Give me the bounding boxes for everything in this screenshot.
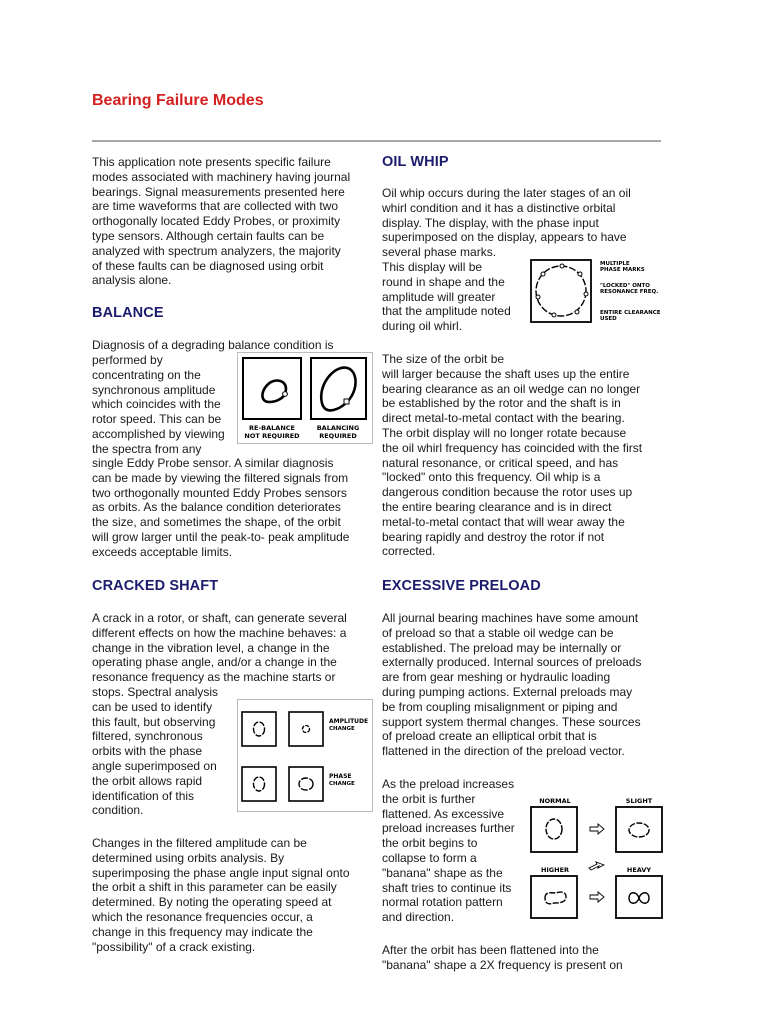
cracked-shaft-paragraph-wrap: stops. Spectral analysis can be used to identify this fault, but observing filtered, synchronous orbits with the phase angle superimposed on the orbit allows rapid identification of this condition. [92,685,219,818]
cracked-shaft-orbit-figure [237,699,373,812]
title-divider [92,140,661,142]
oil-whip-paragraph-wrap: This display will be round in shape and the amplitude will greater that the amplitude noted during oil whirl. [382,260,511,334]
svg-text:MULTIPLE: MULTIPLE [600,261,630,267]
excessive-preload-paragraph-1: All journal bearing machines have some amount of preload so that a stable oil wedge can be established. The preload may be internally or externally produced. Internal sources of preloads are from gear meshing or hydraulic loading during pumping actions. External preloads may be from coupling misalignment or piping and support system thermal changes. These sources of preload create an elliptical orbit that is flattened in the direction of the preload vector. [382,611,642,759]
cracked-shaft-paragraph-top: A crack in a rotor, or shaft, can generate several different effects on how the machine behaves: a change in the vibration level, a change in the operating phase angle, and/or a change in the resonance frequency as the machine starts or [92,611,347,685]
svg-text:NOT REQUIRED: NOT REQUIRED [244,432,300,440]
oil-whip-paragraph-2: The size of the orbit be will larger because the shaft uses up the entire bearing clearance as an oil wedge can no longer be established by the rotor and the shaft is in direct metal-to-metal contact with the bearing. The orbit display will no longer rotate because the oil whirl frequency has coincided with the first natural resonance, or critical speed, and has "locked" onto this frequency. Oil whip is a dangerous condition because the rotor uses up the entire bearing clearance and is in direct metal-to-metal contact that will wear away the bearing rapidly and destroy the rotor if not corrected. [382,352,643,559]
oil-whip-paragraph-top: Oil whip occurs during the later stages of an oil whirl condition and it has a distinctive orbital display. The display, with the phase input superimposed on the display, appears to have several phase marks. [382,186,631,260]
svg-text:SLIGHT: SLIGHT [625,797,653,805]
svg-text:HIGHER: HIGHER [540,866,570,874]
excessive-preload-paragraph-3: After the orbit has been flattened into the "banana" shape a 2X frequency is present on [382,943,623,972]
balance-paragraph-bottom: single Eddy Probe sensor. A similar diagnosis can be made by viewing the filtered signals from two orthogonally mounted Eddy Probes sensors as orbits. As the balance condition deteriorates the size, and sometimes the shape, of the orbit will grow larger until the peak-to- peak amplitude exceeds acceptable limits. [92,456,350,559]
svg-text:"LOCKED" ONTO: "LOCKED" ONTO [600,283,650,289]
balance-heading: BALANCE [92,305,164,321]
svg-text:PHASE: PHASE [329,773,352,780]
excessive-preload-paragraph-wrap: As the preload increases the orbit is further flattened. As excessive preload increases further the orbit begins to collapse to form a "banana" shape as the shaft tries to continue its normal rotation pattern and direction. [382,777,515,925]
excessive-preload-heading: EXCESSIVE PRELOAD [382,578,541,594]
svg-text:BALANCING: BALANCING [316,424,360,432]
svg-text:CHANGE: CHANGE [329,726,355,732]
svg-text:RESONANCE FREQ.: RESONANCE FREQ. [600,289,659,295]
svg-text:ENTIRE CLEARANCE: ENTIRE CLEARANCE [600,310,661,316]
balance-orbit-figure [237,352,373,444]
preload-orbit-figure [528,795,668,920]
svg-text:HEAVY: HEAVY [626,866,652,874]
svg-text:NORMAL: NORMAL [539,797,571,805]
svg-text:USED: USED [600,316,617,322]
balance-paragraph-top: Diagnosis of a degrading balance condition is [92,338,334,352]
oil-whip-orbit-figure [528,257,668,327]
balance-paragraph-wrap: performed by concentrating on the synchronous amplitude which coincides with the rotor speed. This can be accomplished by viewing the spectra from any [92,353,225,456]
intro-paragraph: This application note presents specific failure modes associated with machinery having journal bearings. Signal measurements presented here are time waveforms that are collected with two orthogonally located Eddy Probes, or proximity type sensors. Although certain faults can be analyzed with spectrum analyzers, the majority of these faults can be diagnosed using orbit analysis alone. [92,155,351,288]
document-title: Bearing Failure Modes [92,92,264,109]
cracked-shaft-paragraph-2: Changes in the filtered amplitude can be determined using orbits analysis. By superimposing the phase angle input signal onto the orbit a shift in this parameter can be easily determined. By noting the operating speed at which the resonance frequencies occur, a change in this frequency may indicate the "possibility" of a crack existing. [92,836,350,954]
svg-text:CHANGE: CHANGE [329,781,355,787]
svg-text:REQUIRED: REQUIRED [319,432,357,440]
svg-text:RE-BALANCE: RE-BALANCE [249,424,295,432]
svg-text:AMPLITUDE: AMPLITUDE [329,718,369,725]
svg-text:PHASE MARKS: PHASE MARKS [600,267,645,273]
cracked-shaft-heading: CRACKED SHAFT [92,578,219,594]
oil-whip-heading: OIL WHIP [382,154,449,170]
